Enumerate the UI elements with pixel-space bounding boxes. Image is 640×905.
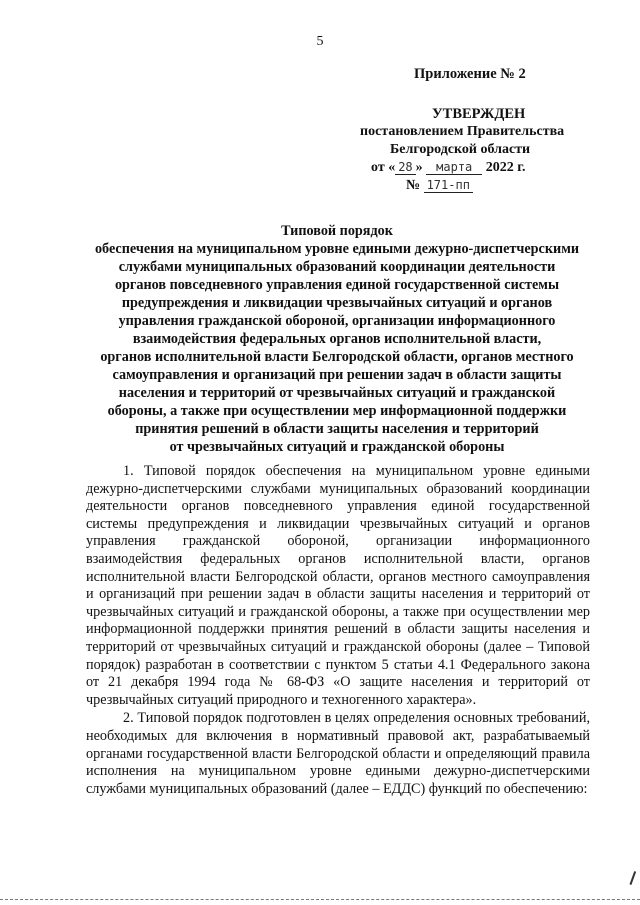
document-title <box>82 222 592 456</box>
paragraph-2: 2. Типовой порядок подготовлен в целях определения основных требований, необходимых для включения в нормативный правовой акт, разрабатываемый органами государственной власти Белгородской области и определяющий правила исполнения на муниципальном уровне едиными дежурно-диспетчерскими службами муниципальных образований (далее – ЕДДС) функций по обеспечению: <box>86 710 590 797</box>
title-line: самоуправления и организаций при решении задач в области защиты <box>112 367 562 383</box>
date-prefix: от « <box>371 160 396 175</box>
title-line: Типовой порядок <box>281 223 393 239</box>
number-prefix: № <box>406 178 421 193</box>
title-line: населения и территорий от чрезвычайных ситуаций и гражданской <box>118 385 556 401</box>
document-body <box>86 463 590 798</box>
decree-number <box>406 178 473 194</box>
scan-mark <box>624 869 636 885</box>
approval-date <box>371 160 526 176</box>
number-value: 171-пп <box>424 178 473 193</box>
scan-edge-line <box>0 899 640 901</box>
title-line: взаимодействия федеральных органов исполнительной власти, <box>132 331 542 347</box>
approved-by: постановлением Правительства <box>360 124 565 139</box>
approved-label: УТВЕРЖДЕН <box>432 106 526 122</box>
appendix-label: Приложение № 2 <box>414 66 526 82</box>
date-year: 2022 г. <box>485 160 526 175</box>
date-month: марта <box>426 160 482 175</box>
paragraph-1: 1. Типовой порядок обеспечения на муниципальном уровне едиными дежурно-диспетчерскими службами муниципальных образований координации деятельности органов повседневного управления единой государственной системы предупреждения и ликвидации чрезвычайных ситуаций и органов управления гражданской обороной, организации информационного взаимодействия федеральных органов исполнительной власти, органов исполнительной власти Белгородской области, органов местного самоуправления и организаций при решении задач в области защиты населения и территорий от чрезвычайных ситуаций и гражданской обороны, а также при осуществлении мер информационной поддержки принятия решений в области защиты населения и территорий от чрезвычайных ситуаций и гражданской обороны (далее – Типовой порядок) разработан в соответствии с пунктом 5 статьи 4.1 Федерального закона от 21 декабря 1994 года № 68-ФЗ «О защите населения и территорий от чрезвычайных ситуаций природного и техногенного характера». <box>86 463 590 708</box>
date-day: 28 <box>395 160 415 175</box>
title-line: органов исполнительной власти Белгородской области, органов местного <box>100 349 574 365</box>
region-name: Белгородской области <box>390 142 531 157</box>
date-mid: » <box>415 160 423 175</box>
title-line: органов повседневного управления единой государственной системы <box>114 277 560 293</box>
title-line: предупреждения и ликвидации чрезвычайных ситуаций и органов <box>121 295 553 311</box>
page-number: 5 <box>316 34 324 49</box>
title-line: службами муниципальных образований координации деятельности <box>118 259 556 275</box>
title-line: принятия решений в области защиты населения и территорий <box>135 421 539 437</box>
title-line: обеспечения на муниципальном уровне едиными дежурно-диспетчерскими <box>94 241 580 257</box>
title-line: обороны, а также при осуществлении мер информационной поддержки <box>107 403 567 419</box>
title-line: от чрезвычайных ситуаций и гражданской обороны <box>169 439 505 455</box>
title-line: управления гражданской обороной, организации информационного <box>118 313 556 329</box>
